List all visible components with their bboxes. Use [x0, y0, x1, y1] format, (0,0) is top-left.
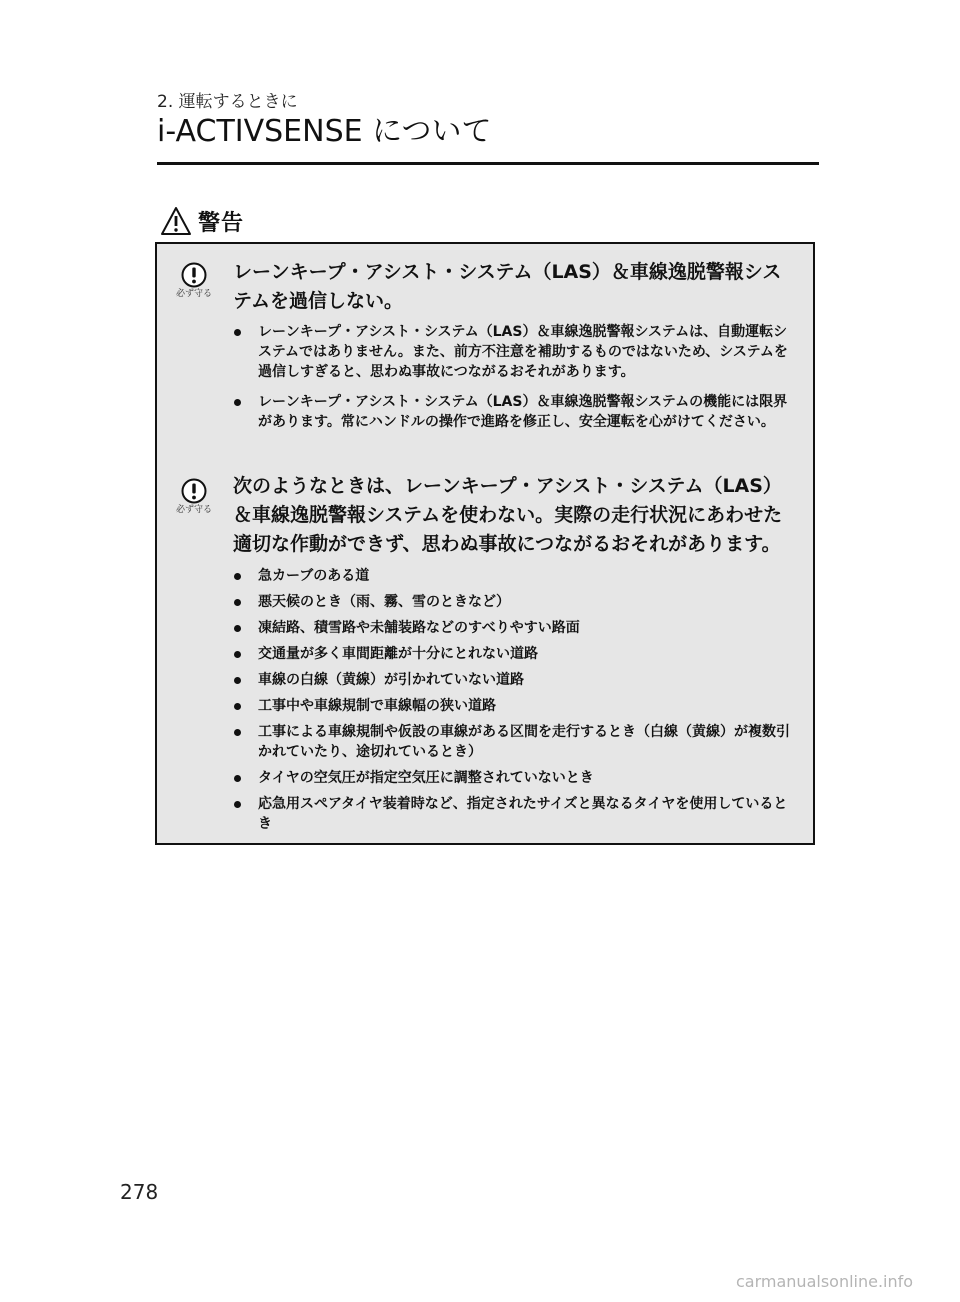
- warning-box: [155, 242, 815, 845]
- list-item: レーンキープ・アシスト・システム（LAS）＆車線逸脱警報システムは、自動運転システムではありません。また、前方不注意を補助するものではないため、システムを過信しすぎると、思わぬ事故につながるおそれがあります。: [233, 322, 795, 382]
- list-item: 急カーブのある道: [233, 566, 795, 586]
- badge-text: 必ず守る: [175, 505, 212, 515]
- warning-heading: [160, 205, 244, 237]
- page-number: 278: [120, 1180, 159, 1204]
- list-item: 応急用スペアタイヤ装着時など、指定されたサイズと異なるタイヤを使用しているとき: [233, 794, 795, 834]
- watermark: carmanualsonline.info: [736, 1272, 914, 1291]
- must-follow-badge: [171, 478, 217, 516]
- header-rule: [157, 162, 819, 165]
- list-item: タイヤの空気圧が指定空気圧に調整されていないとき: [233, 768, 795, 788]
- heading-line: ＆車線逸脱警報システムを使わない。実際の走行状況にあわせた: [233, 504, 783, 526]
- list-item: 交通量が多く車間距離が十分にとれない道路: [233, 644, 795, 664]
- list-item: 工事による車線規制や仮設の車線がある区間を走行するとき（白線（黄線）が複数引かれていたり、途切れているとき）: [233, 722, 795, 762]
- heading-line: 適切な作動ができず、思わぬ事故につながるおそれがあります。: [233, 533, 781, 555]
- list-item: 工事中や車線規制で車線幅の狭い道路: [233, 696, 795, 716]
- list-item: 悪天候のとき（雨、霧、雪のときなど）: [233, 592, 795, 612]
- must-follow-badge: [171, 262, 217, 300]
- warning-list: [233, 566, 795, 840]
- exclamation-circle-icon: [171, 262, 217, 288]
- warning-heading-text: [233, 472, 797, 559]
- exclamation-circle-icon: [171, 478, 217, 504]
- list-item: 凍結路、積雪路や未舗装路などのすべりやすい路面: [233, 618, 795, 638]
- list-item: レーンキープ・アシスト・システム（LAS）＆車線逸脱警報システムの機能には限界があります。常にハンドルの操作で進路を修正し、安全運転を心がけてください。: [233, 392, 795, 432]
- heading-line: 次のようなときは、レーンキープ・アシスト・システム（LAS）: [233, 475, 782, 497]
- section-label: 2. 運転するときに: [157, 92, 298, 112]
- warning-triangle-icon: [160, 206, 192, 236]
- warning-list: [233, 322, 795, 442]
- page-title: i-ACTIVSENSE について: [157, 114, 492, 149]
- heading-line: テムを過信しない。: [233, 290, 404, 312]
- warning-title: 警告: [198, 210, 245, 236]
- heading-line: レーンキープ・アシスト・システム（LAS）＆車線逸脱警報シス: [233, 261, 782, 283]
- warning-heading-text: [233, 258, 797, 316]
- page-header: [157, 92, 819, 150]
- list-item: 車線の白線（黄線）が引かれていない道路: [233, 670, 795, 690]
- badge-text: 必ず守る: [175, 289, 212, 299]
